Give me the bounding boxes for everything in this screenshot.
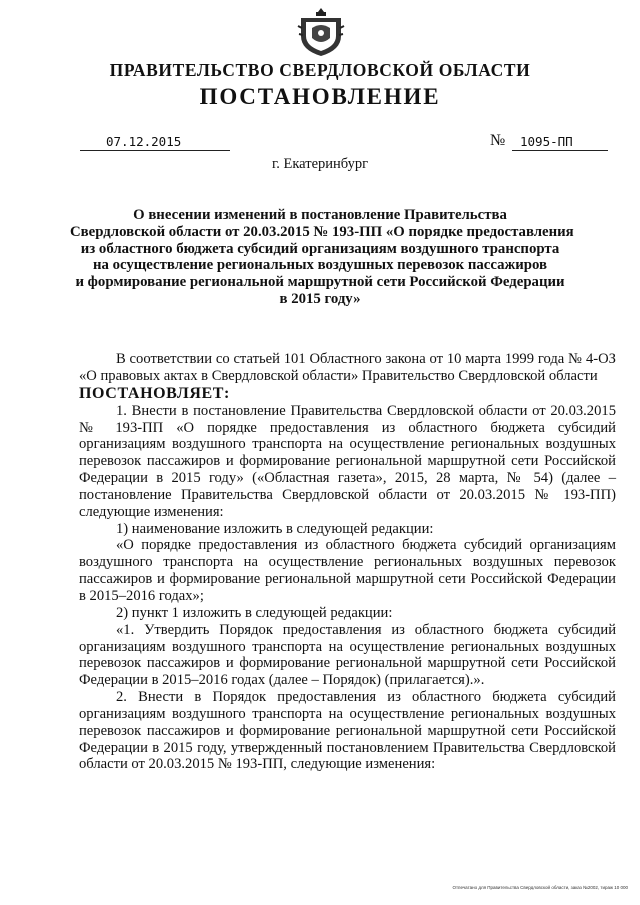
government-name: ПРАВИТЕЛЬСТВО СВЕРДЛОВСКОЙ ОБЛАСТИ [109, 60, 531, 80]
document-body [79, 351, 616, 773]
title-line: на осуществление региональных воздушных перевозок пассажиров [93, 257, 547, 274]
title-line: в 2015 году» [279, 290, 361, 307]
paragraph-2: 2. Внести в Порядок предоставления из областного бюджета субсидий организациям воздушного транспорта на осуществление региональных воздушных перевозок пассажиров и формирование региональной маршрутной сети Российской Федерации в 2015 году, утвержденный постановлением Правительства Свердловской области от 20.03.2015 № 193-ПП, следующие изменения: [79, 689, 616, 773]
paragraph-1-2: 2) пункт 1 изложить в следующей редакции: [116, 604, 393, 621]
title-line: из областного бюджета субсидий организациям воздушного транспорта [80, 240, 560, 257]
document-title [70, 207, 574, 308]
title-line: Свердловской области от 20.03.2015 № 193-ПП «О порядке предоставления [70, 223, 574, 240]
title-line: и формирование региональной маршрутной сети Российской Федерации [75, 274, 565, 291]
preamble: В соответствии со статьей 101 Областного закона от 10 марта 1999 года № 4-ОЗ «О правовых актах в Свердловской области» Правительство Свердловской области [79, 351, 616, 384]
number-label: № [490, 132, 506, 149]
paragraph-1-1: 1) наименование изложить в следующей редакции: [116, 520, 434, 537]
coat-of-arms-icon [296, 6, 346, 58]
title-line: О внесении изменений в постановление Правительства [133, 207, 507, 223]
paragraph-1-1-quote: «О порядке предоставления из областного бюджета субсидий организациям воздушного транспорта на осуществление региональных воздушных перевозок пассажиров и формирование региональной маршрутной сети Российской Федерации в 2015–2016 годах»; [79, 537, 616, 604]
resolves-heading: ПОСТАНОВЛЯЕТ: [79, 384, 230, 402]
document-date: 07.12.2015 [80, 134, 230, 151]
paragraph-1: 1. Внести в постановление Правительства Свердловской области от 20.03.2015 № 193-ПП «О порядке предоставления из областного бюджета субсидий организациям воздушного транспорта на осуществление региональных воздушных перевозок пассажиров и формирование региональной маршрутной сети Российской Федерации в 2015 году» («Областная газета», 2015, 28 марта, № 54) (далее – постановление Правительства Свердловской области от 20.03.2015 № 193-ПП) следующие изменения: [79, 402, 616, 520]
print-footer: Отпечатано для Правительства Свердловской области, заказ №2002, тираж 10 000 [452, 885, 628, 890]
city: г. Екатеринбург [271, 156, 369, 172]
paragraph-1-2-quote: «1. Утвердить Порядок предоставления из областного бюджета субсидий организациям воздушного транспорта на осуществление региональных воздушных перевозок пассажиров и формирование региональной маршрутной сети Российской Федерации в 2015–2016 годах (далее – Порядок) (прилагается).». [79, 621, 616, 689]
document-type: ПОСТАНОВЛЕНИЕ [199, 84, 441, 109]
document-number: 1095-ПП [512, 134, 608, 151]
